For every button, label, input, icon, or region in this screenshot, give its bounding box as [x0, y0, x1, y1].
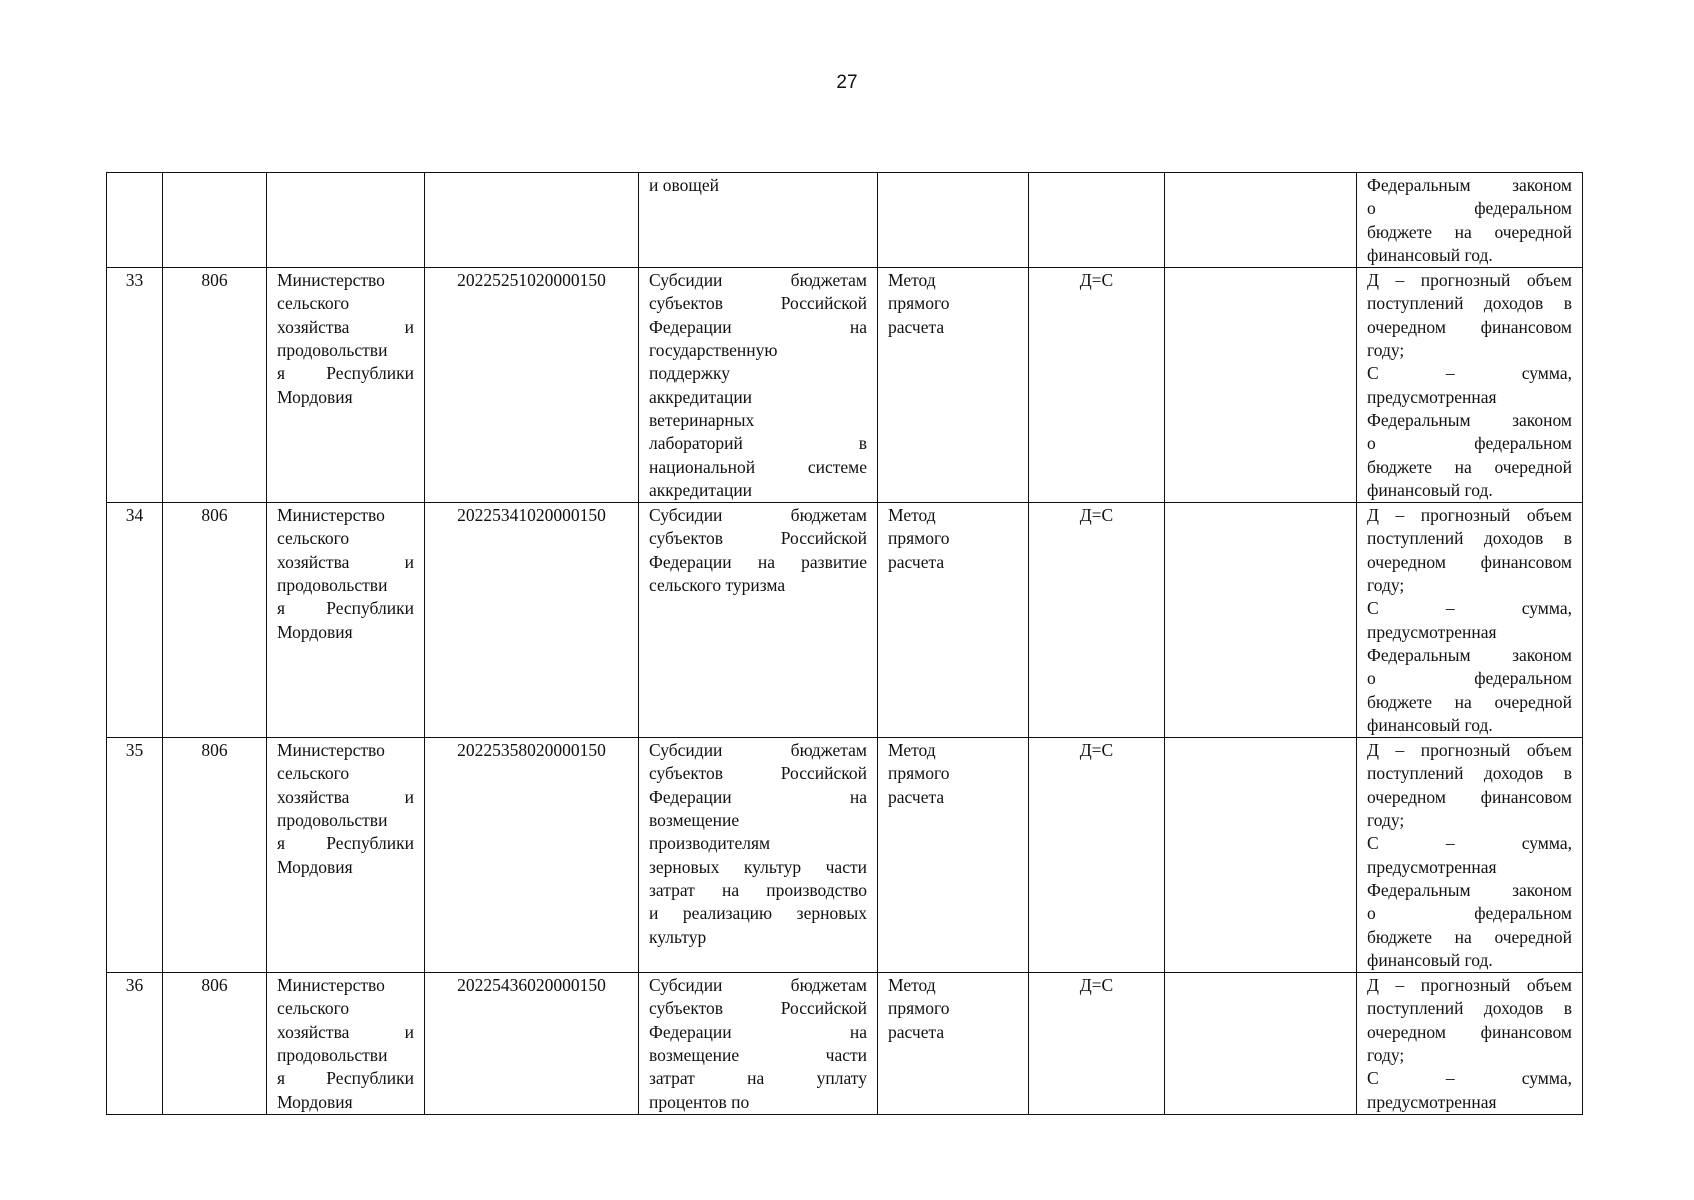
cell-formula: Д=С	[1029, 503, 1165, 738]
name-line: производителям	[649, 833, 771, 854]
name-line: лабораторий в	[649, 433, 867, 454]
cell-admin-code: 806	[163, 973, 267, 1115]
administrator-line: сельского	[277, 998, 350, 1019]
cell-num: 33	[107, 268, 163, 503]
administrator-line: Мордовия	[277, 621, 353, 642]
administrator-line: хозяйства и	[277, 551, 414, 572]
name-line: Федерации на	[649, 786, 867, 807]
name-line: зерновых культур части	[649, 856, 867, 877]
name-line: национальной системе	[649, 456, 867, 477]
method-line: Метод	[888, 270, 936, 291]
administrator-line: я Республики	[277, 363, 414, 384]
description-line: С – сумма,	[1367, 1068, 1572, 1089]
description-line: Федеральным законом	[1367, 644, 1572, 665]
name-line: субъектов Российской	[649, 998, 867, 1019]
cell-method	[878, 503, 1029, 738]
description-line: предусмотренная	[1367, 621, 1497, 642]
cell-admin-code: 806	[163, 738, 267, 973]
administrator-line: хозяйства и	[277, 1021, 414, 1042]
description-line: финансовый год.	[1367, 244, 1493, 265]
description-line: Федеральным законом	[1367, 879, 1572, 900]
description-line: финансовый год.	[1367, 949, 1493, 970]
cell-name	[639, 268, 878, 503]
name-line: Федерации на развитие	[649, 551, 867, 572]
name-line: Субсидии бюджетам	[649, 975, 867, 996]
description-line: С – сумма,	[1367, 598, 1572, 619]
name-line: процентов по	[649, 1091, 750, 1112]
name-line: аккредитации	[649, 386, 753, 407]
cell-name	[639, 738, 878, 973]
method-line: расчета	[888, 786, 945, 807]
description-line: очередном финансовом	[1367, 1021, 1572, 1042]
description-line: очередном финансовом	[1367, 786, 1572, 807]
description-line: году;	[1367, 340, 1405, 361]
administrator-line: я Республики	[277, 833, 414, 854]
description-line: поступлений доходов в	[1367, 293, 1572, 314]
administrator-line: сельского	[277, 763, 350, 784]
name-line: Субсидии бюджетам	[649, 740, 867, 761]
administrator-line: Мордовия	[277, 1091, 353, 1112]
administrator-line: Министерство	[277, 975, 385, 996]
cell-description	[1357, 973, 1583, 1115]
administrator-line: продовольстви	[277, 575, 388, 596]
cell-formula: Д=С	[1029, 268, 1165, 503]
table-row	[107, 973, 1583, 1115]
description-line: году;	[1367, 575, 1405, 596]
table-row	[107, 268, 1583, 503]
income-forecast-table	[106, 172, 1583, 1115]
cell-num	[107, 173, 163, 268]
description-line: о федеральном	[1367, 198, 1572, 219]
method-line: прямого	[888, 293, 950, 314]
description-line: о федеральном	[1367, 668, 1572, 689]
cell-administrator	[267, 973, 425, 1115]
description-line: году;	[1367, 1044, 1405, 1065]
cell-administrator	[267, 738, 425, 973]
cell-description	[1357, 173, 1583, 268]
cell-method	[878, 173, 1029, 268]
name-line: Субсидии бюджетам	[649, 270, 867, 291]
method-line: Метод	[888, 740, 936, 761]
administrator-line: сельского	[277, 293, 350, 314]
description-line: Д – прогнозный объем	[1367, 270, 1572, 291]
cell-num: 34	[107, 503, 163, 738]
cell-description	[1357, 738, 1583, 973]
cell-administrator	[267, 268, 425, 503]
cell-empty	[1165, 503, 1357, 738]
description-line: Д – прогнозный объем	[1367, 505, 1572, 526]
name-line: субъектов Российской	[649, 293, 867, 314]
cell-kbk: 20225341020000150	[425, 503, 639, 738]
page-number: 27	[836, 72, 858, 93]
administrator-line: Министерство	[277, 270, 385, 291]
cell-name	[639, 973, 878, 1115]
administrator-line: сельского	[277, 528, 350, 549]
administrator-line: хозяйства и	[277, 316, 414, 337]
description-line: году;	[1367, 810, 1405, 831]
cell-kbk: 20225436020000150	[425, 973, 639, 1115]
cell-administrator	[267, 173, 425, 268]
cell-kbk: 20225251020000150	[425, 268, 639, 503]
cell-empty	[1165, 738, 1357, 973]
name-line: затрат на производство	[649, 879, 867, 900]
method-line: Метод	[888, 505, 936, 526]
table-row	[107, 503, 1583, 738]
administrator-line: я Республики	[277, 1068, 414, 1089]
description-line: предусмотренная	[1367, 386, 1497, 407]
cell-admin-code: 806	[163, 503, 267, 738]
description-line: о федеральном	[1367, 433, 1572, 454]
description-line: предусмотренная	[1367, 856, 1497, 877]
administrator-line: Мордовия	[277, 856, 353, 877]
description-line: поступлений доходов в	[1367, 528, 1572, 549]
name-line: сельского туризма	[649, 575, 786, 596]
name-line: возмещение	[649, 810, 740, 831]
method-line: расчета	[888, 551, 945, 572]
method-line: расчета	[888, 316, 945, 337]
name-line: ветеринарных	[649, 409, 755, 430]
cell-name	[639, 503, 878, 738]
administrator-line: Министерство	[277, 505, 385, 526]
name-line: поддержку	[649, 363, 731, 384]
name-line: субъектов Российской	[649, 763, 867, 784]
administrator-line: продовольстви	[277, 1044, 388, 1065]
cell-description	[1357, 268, 1583, 503]
description-line: поступлений доходов в	[1367, 763, 1572, 784]
cell-kbk: 20225358020000150	[425, 738, 639, 973]
name-line: затрат на уплату	[649, 1068, 867, 1089]
description-line: С – сумма,	[1367, 833, 1572, 854]
cell-kbk	[425, 173, 639, 268]
description-line: финансовый год.	[1367, 714, 1493, 735]
description-line: очередном финансовом	[1367, 316, 1572, 337]
method-line: Метод	[888, 975, 936, 996]
table-row	[107, 738, 1583, 973]
description-line: поступлений доходов в	[1367, 998, 1572, 1019]
name-line: Федерации на	[649, 316, 867, 337]
description-line: Д – прогнозный объем	[1367, 975, 1572, 996]
name-line: культур	[649, 926, 707, 947]
cell-empty	[1165, 173, 1357, 268]
description-line: предусмотренная	[1367, 1091, 1497, 1112]
administrator-line: Министерство	[277, 740, 385, 761]
cell-empty	[1165, 973, 1357, 1115]
cell-admin-code	[163, 173, 267, 268]
description-line: Д – прогнозный объем	[1367, 740, 1572, 761]
method-line: прямого	[888, 528, 950, 549]
administrator-line: Мордовия	[277, 386, 353, 407]
cell-num: 35	[107, 738, 163, 973]
name-line: государственную	[649, 340, 778, 361]
name-line: Субсидии бюджетам	[649, 505, 867, 526]
administrator-line: хозяйства и	[277, 786, 414, 807]
cell-method	[878, 738, 1029, 973]
method-line: прямого	[888, 763, 950, 784]
cell-formula: Д=С	[1029, 738, 1165, 973]
description-line: С – сумма,	[1367, 363, 1572, 384]
administrator-line: я Республики	[277, 598, 414, 619]
administrator-line: продовольстви	[277, 810, 388, 831]
description-line: бюджете на очередной	[1367, 456, 1572, 477]
description-line: очередном финансовом	[1367, 551, 1572, 572]
table-row-continuation	[107, 173, 1583, 268]
cell-formula: Д=С	[1029, 973, 1165, 1115]
name-line: субъектов Российской	[649, 528, 867, 549]
cell-empty	[1165, 268, 1357, 503]
description-line: Федеральным законом	[1367, 409, 1572, 430]
description-line: бюджете на очередной	[1367, 691, 1572, 712]
cell-method	[878, 973, 1029, 1115]
cell-method	[878, 268, 1029, 503]
cell-description	[1357, 503, 1583, 738]
cell-administrator	[267, 503, 425, 738]
description-line: о федеральном	[1367, 903, 1572, 924]
name-tail: и овощей	[649, 175, 719, 195]
name-line: и реализацию зерновых	[649, 903, 867, 924]
method-line: расчета	[888, 1021, 945, 1042]
administrator-line: продовольстви	[277, 340, 388, 361]
description-line: бюджете на очередной	[1367, 926, 1572, 947]
cell-name	[639, 173, 878, 268]
method-line: прямого	[888, 998, 950, 1019]
cell-num: 36	[107, 973, 163, 1115]
cell-admin-code: 806	[163, 268, 267, 503]
description-line: бюджете на очередной	[1367, 221, 1572, 242]
name-line: возмещение части	[649, 1044, 867, 1065]
name-line: аккредитации	[649, 479, 753, 500]
description-line: Федеральным законом	[1367, 175, 1572, 195]
description-line: финансовый год.	[1367, 479, 1493, 500]
name-line: Федерации на	[649, 1021, 867, 1042]
cell-formula	[1029, 173, 1165, 268]
